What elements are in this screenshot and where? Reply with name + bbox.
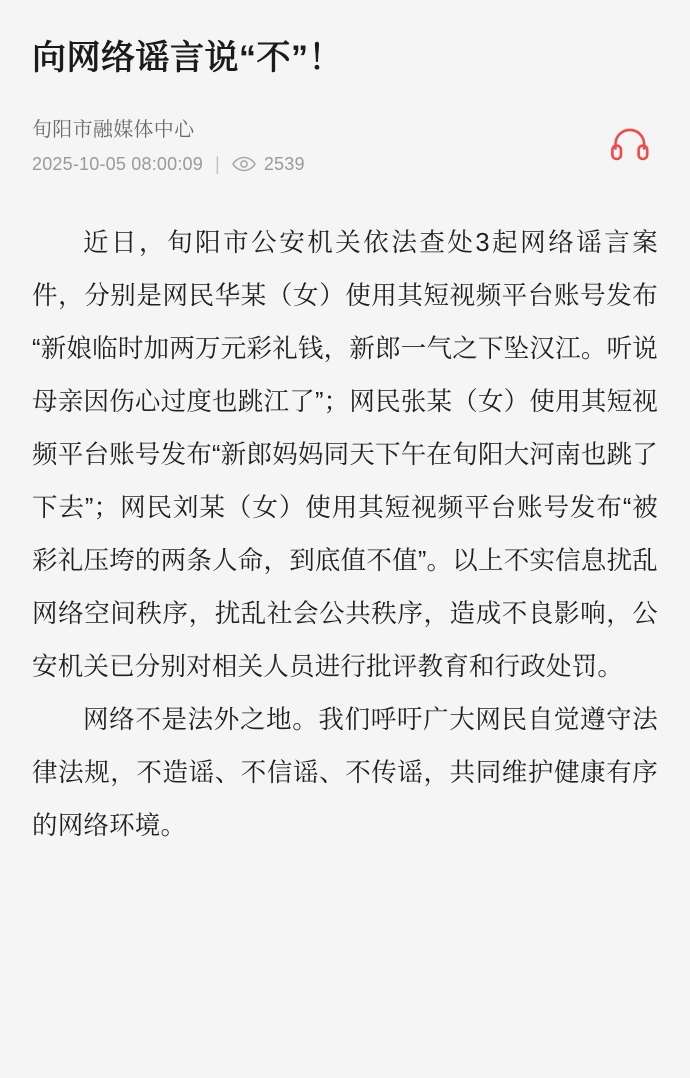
meta-line: [32, 154, 660, 175]
publish-date: 2025-10-05 08:00:09: [32, 153, 203, 174]
article-paragraph: 网络不是法外之地。我们呼吁广大网民自觉遵守法律法规，不造谣、不信谣、不传谣，共同维护健康有序的网络环境。: [32, 705, 658, 840]
article-body: [30, 217, 660, 853]
article-paragraph: 近日，旬阳市公安机关依法查处3起网络谣言案件，分别是网民华某（女）使用其短视频平台账号发布“新娘临时加两万元彩礼钱，新郎一气之下坠汉江。听说母亲因伤心过度也跳江了”；网民张某（女）使用其短视频平台账号发布“新郎妈妈同天下午在旬阳大河南也跳了下去”；网民刘某（女）使用其短视频平台账号发布“被彩礼压垮的两条人命，到底值不值”。以上不实信息扰乱网络空间秩序，扰乱社会公共秩序，造成不良影响，公安机关已分别对相关人员进行批评教育和行政处罚。: [32, 228, 658, 681]
page-title: 向网络谣言说“不”！: [32, 39, 343, 77]
meta-separator: |: [214, 153, 220, 174]
view-count: 2539: [263, 153, 305, 174]
source-label: 旬阳市融媒体中心: [32, 118, 195, 141]
headphone-icon[interactable]: [608, 122, 652, 166]
eye-icon: [232, 156, 256, 172]
article-meta: [30, 116, 660, 175]
